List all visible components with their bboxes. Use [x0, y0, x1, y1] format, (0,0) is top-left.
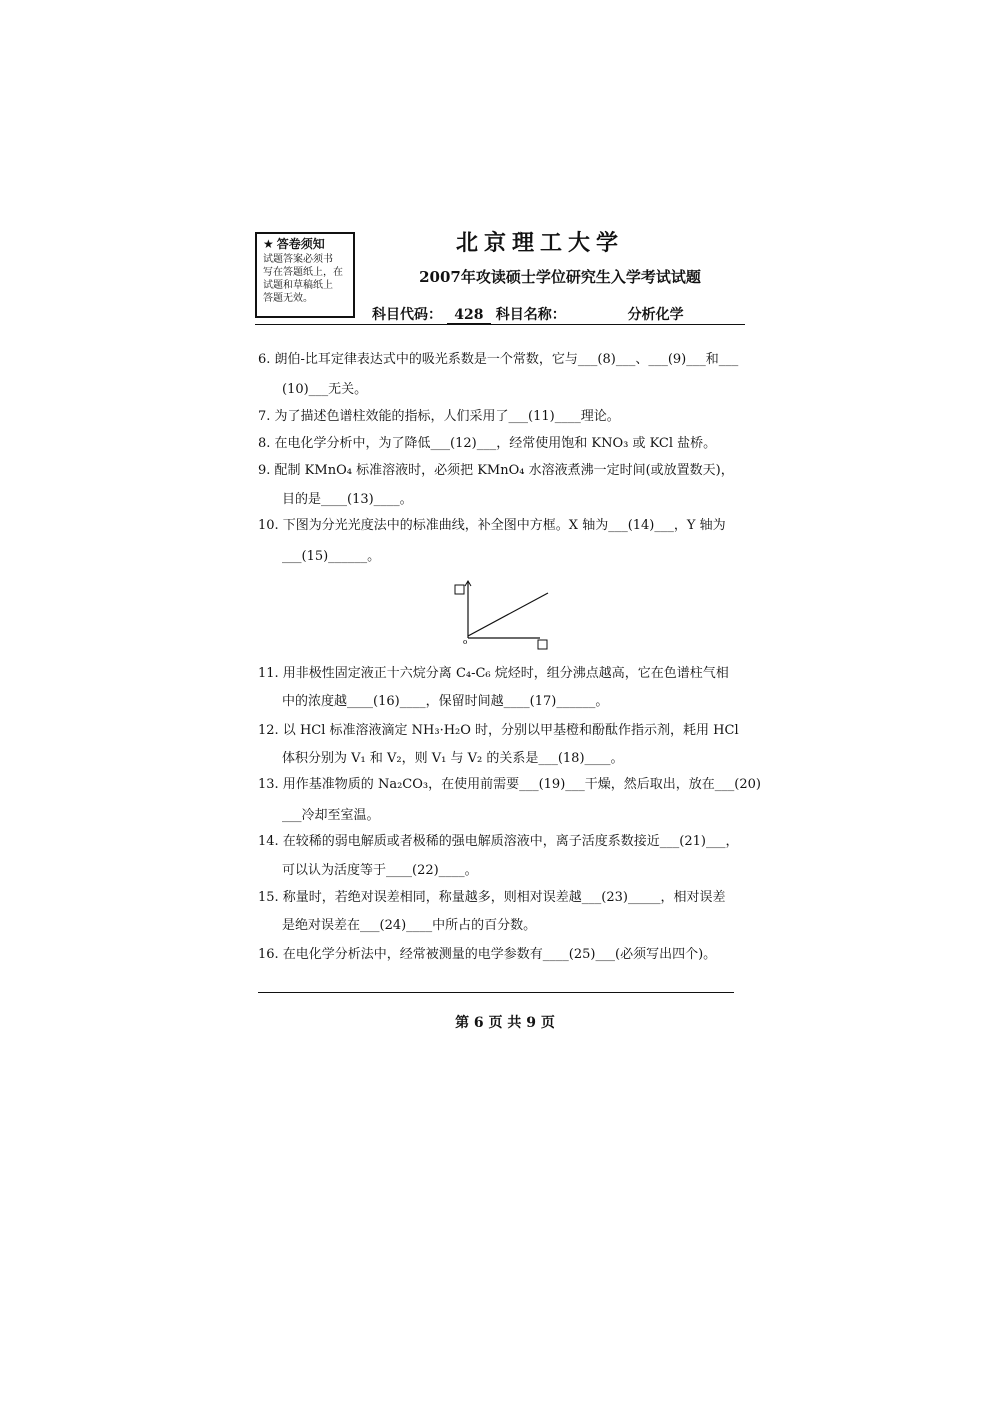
question-6: 6. 朗伯-比耳定律表达式中的吸光系数是一个常数，它与___(8)___、___(9)___和___: [258, 352, 739, 367]
standard-curve-figure: [452, 578, 562, 652]
question-14-cont: 可以认为活度等于____(22)____。: [282, 863, 478, 878]
question-12-cont: 体积分别为 V₁ 和 V₂，则 V₁ 与 V₂ 的关系是___(18)____。: [282, 751, 624, 766]
question-12: 12. 以 HCl 标准溶液滴定 NH₃·H₂O 时，分别以甲基橙和酚酞作指示剂，耗用 HCl: [258, 723, 739, 738]
subject-code-label: 科目代码：: [372, 307, 442, 323]
subject-row: [372, 304, 741, 325]
star-icon: ★: [263, 237, 274, 251]
exam-title: 2007年攻读硕士学位研究生入学考试试题: [419, 268, 701, 286]
y-axis-label-box: [455, 585, 464, 594]
question-13: 13. 用作基准物质的 Na₂CO₃，在使用前需要___(19)___干燥，然后取出，放在___(20): [258, 777, 761, 792]
answer-notice-box: [255, 232, 355, 318]
question-13-cont: ___冷却至室温。: [282, 808, 380, 823]
question-11: 11. 用非极性固定液正十六烷分离 C₄-C₆ 烷烃时，组分沸点越高，它在色谱柱气相: [258, 666, 729, 681]
notice-line: 试题和草稿纸上: [263, 280, 333, 291]
notice-line: 试题答案必须书: [263, 254, 333, 265]
question-14: 14. 在较稀的弱电解质或者极稀的强电解质溶液中，离子活度系数接近___(21)___，: [258, 834, 739, 849]
notice-line: 答题无效。: [263, 293, 313, 304]
subject-name: 分析化学: [571, 304, 741, 325]
question-16: 16. 在电化学分析法中，经常被测量的电学参数有____(25)___(必须写出四个)。: [258, 947, 717, 962]
question-9-cont: 目的是____(13)____。: [282, 492, 413, 507]
question-7: 7. 为了描述色谱柱效能的指标，人们采用了___(11)____理论。: [258, 409, 620, 424]
calibration-line: [468, 593, 548, 636]
notice-title: ★ 答卷须知: [263, 237, 325, 251]
notice-line: 写在答题纸上，在: [263, 267, 343, 278]
subject-name-label: 科目名称：: [495, 307, 566, 323]
subject-code: 428: [447, 307, 491, 324]
question-6-cont: (10)___无关。: [282, 382, 368, 397]
question-15: 15. 称量时，若绝对误差相同，称量越多，则相对误差越___(23)_____，相对误差: [258, 890, 726, 905]
university-name: 北京理工大学: [455, 230, 624, 256]
x-axis-label-box: [538, 640, 547, 649]
origin-label: o: [463, 638, 468, 646]
question-11-cont: 中的浓度越____(16)____，保留时间越____(17)______。: [282, 694, 609, 709]
header-divider: [255, 324, 745, 325]
question-15-cont: 是绝对误差在___(24)____中所占的百分数。: [282, 918, 537, 933]
question-9: 9. 配制 KMnO₄ 标准溶液时，必须把 KMnO₄ 水溶液煮沸一定时间(或放置数天)，: [258, 463, 734, 478]
question-10: 10. 下图为分光光度法中的标准曲线，补全图中方框。X 轴为___(14)___，Y 轴为: [258, 518, 726, 533]
question-10-cont: ___(15)______。: [282, 549, 381, 564]
page-number: 第 6 页 共 9 页: [455, 1015, 555, 1031]
question-8: 8. 在电化学分析中，为了降低___(12)___，经常使用饱和 KNO₃ 或 KCl 盐桥。: [258, 436, 717, 451]
footer-divider: [258, 992, 734, 993]
